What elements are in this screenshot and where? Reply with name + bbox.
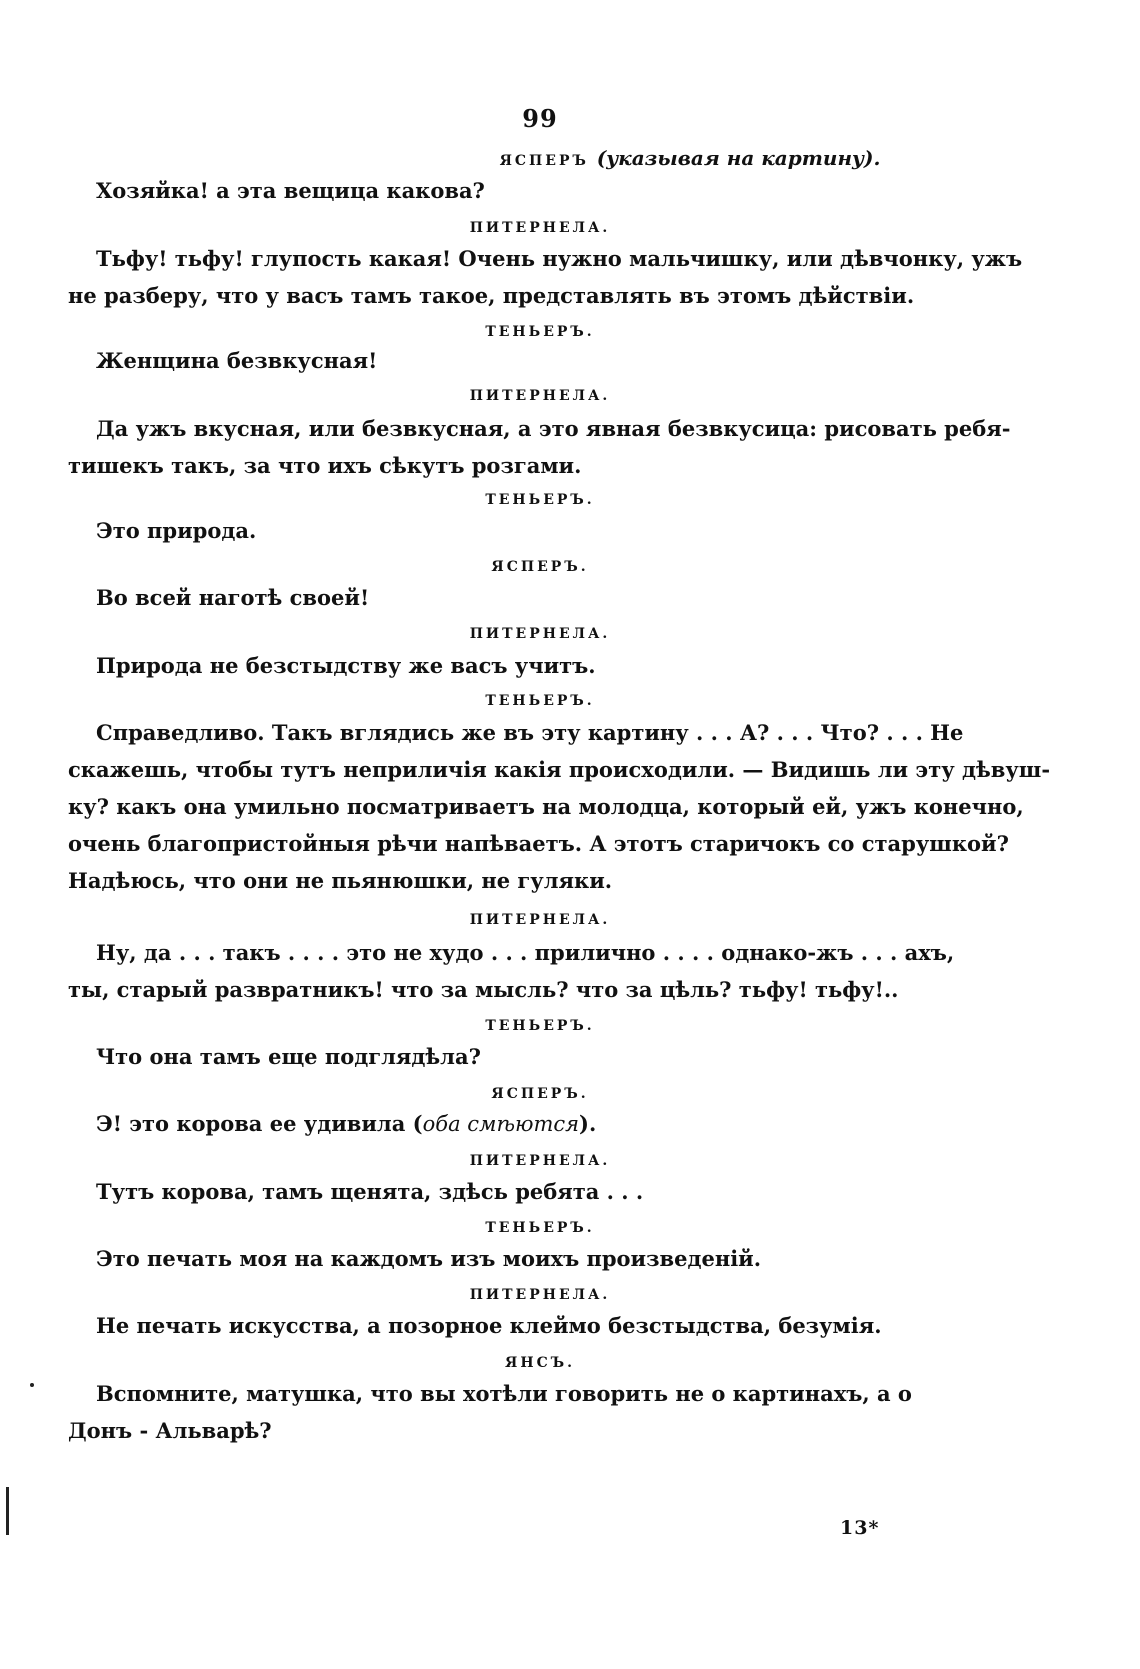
speaker-tenier: ТЕНЬЕРЪ. xyxy=(485,1018,595,1034)
text-line: Справедливо. Такъ вглядись же въ эту картину . . . А? . . . Что? . . . Не xyxy=(96,720,964,745)
scan-artifact xyxy=(6,1487,9,1535)
text-line: тишекъ такъ, за что ихъ сѣкутъ розгами. xyxy=(68,453,582,478)
page-number: 99 xyxy=(522,104,558,133)
speaker-piternela: ПИТЕРНЕЛА. xyxy=(469,388,611,404)
text-part: Э! это корова ее удивила ( xyxy=(96,1111,423,1136)
line-2 xyxy=(68,240,1023,314)
text-part: ). xyxy=(579,1111,597,1136)
line-8 xyxy=(68,714,1051,899)
line-4 xyxy=(68,410,1011,484)
line-7 xyxy=(68,647,1008,684)
speaker-piternela: ПИТЕРНЕЛА. xyxy=(469,1287,611,1303)
text-line: Женщина безвкусная! xyxy=(96,348,378,373)
line-3 xyxy=(68,342,1008,379)
text-line: Природа не безстыдству же васъ учитъ. xyxy=(96,653,596,678)
line-12 xyxy=(68,1173,1008,1210)
speaker-jasper-direction xyxy=(150,148,1140,171)
text-line: Вспомните, матушка, что вы хотѣли говорить не о картинахъ, а о xyxy=(96,1381,912,1406)
text-line: Не печать искусства, а позорное клеймо безстыдства, безумія. xyxy=(96,1313,882,1338)
text-line: Это природа. xyxy=(96,518,257,543)
text-line: Во всей наготѣ своей! xyxy=(96,585,370,610)
text-line: ты, старый развратникъ! что за мысль? что за цѣль? тьфу! тьфу!.. xyxy=(68,977,899,1002)
speaker-piternela: ПИТЕРНЕЛА. xyxy=(469,1153,611,1169)
text-line: Это печать моя на каждомъ изъ моихъ произведеній. xyxy=(96,1246,762,1271)
speaker-tenier: ТЕНЬЕРЪ. xyxy=(485,693,595,709)
line-13 xyxy=(68,1240,1008,1277)
scan-dot xyxy=(30,1383,34,1387)
speaker-name: ЯСПЕРЪ xyxy=(499,153,589,169)
text-line: очень благопристойныя рѣчи напѣваетъ. А этотъ старичокъ со старушкой? xyxy=(68,831,1009,856)
line-5 xyxy=(68,512,1008,549)
speaker-piternela: ПИТЕРНЕЛА. xyxy=(469,220,611,236)
speaker-piternela: ПИТЕРНЕЛА. xyxy=(469,626,611,642)
speaker-tenier: ТЕНЬЕРЪ. xyxy=(485,324,595,340)
line-11 xyxy=(68,1105,1008,1143)
stage-direction: (указывая на картину). xyxy=(596,146,881,170)
text-line: Тутъ корова, тамъ щенята, здѣсь ребята . . . xyxy=(96,1179,644,1204)
line-10 xyxy=(68,1038,1008,1075)
printer-signature: 13* xyxy=(840,1517,880,1539)
text-line: Тьфу! тьфу! глупость какая! Очень нужно мальчишку, или дѣвчонку, ужъ xyxy=(96,246,1023,271)
text-line: Донъ - Альварѣ? xyxy=(68,1418,272,1443)
text-line: Что она тамъ еще подглядѣла? xyxy=(96,1044,481,1069)
speaker-jasper: ЯСПЕРЪ. xyxy=(491,1086,589,1102)
speaker-tenier: ТЕНЬЕРЪ. xyxy=(485,1220,595,1236)
speaker-jans: ЯНСЪ. xyxy=(505,1355,575,1371)
line-15 xyxy=(68,1375,1008,1449)
text-line: Хозяйка! а эта вещица какова? xyxy=(96,178,485,203)
line-6 xyxy=(68,579,1008,616)
text-line: Да ужъ вкусная, или безвкусная, а это явная безвкусица: рисовать ребя- xyxy=(96,416,1011,441)
text-line: не разберу, что у васъ тамъ такое, представлять въ этомъ дѣйствіи. xyxy=(68,283,915,308)
text-line: скажешь, чтобы тутъ неприличія какія происходили. — Видишь ли эту дѣвуш- xyxy=(68,757,1051,782)
speaker-jasper: ЯСПЕРЪ. xyxy=(491,559,589,575)
text-line: Ну, да . . . такъ . . . . это не худо . . . прилично . . . . однако-жъ . . . ахъ, xyxy=(96,940,955,965)
line-9 xyxy=(68,934,1008,1008)
text-line: Надѣюсь, что они не пьянюшки, не гуляки. xyxy=(68,868,613,893)
line-1 xyxy=(68,172,1008,209)
text-line xyxy=(68,1105,1008,1143)
stage-direction: оба смѣются xyxy=(422,1112,580,1136)
line-14 xyxy=(68,1307,1008,1344)
speaker-tenier: ТЕНЬЕРЪ. xyxy=(485,492,595,508)
speaker-piternela: ПИТЕРНЕЛА. xyxy=(469,912,611,928)
text-line: ку? какъ она умильно посматриваетъ на молодца, который ей, ужъ конечно, xyxy=(68,794,1024,819)
